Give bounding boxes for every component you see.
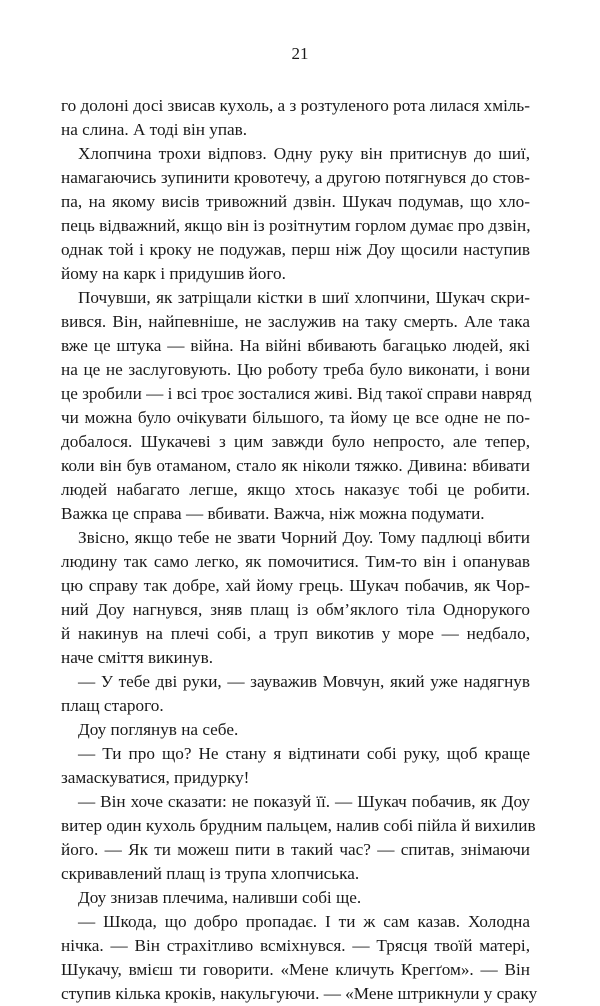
text-line: ний Доу нагнувся, зняв плащ із обм’яклого тіла Однорукого — [61, 600, 530, 619]
text-line: вився. Він, найпевніше, не заслужив на таку смерть. Але така — [61, 312, 530, 331]
text-line: його. — Як ти можеш пити в такий час? — спитав, знімаючи — [61, 840, 530, 859]
paragraph — [61, 910, 538, 1006]
text-line: людей набагато легше, якщо хтось наказує тобі це робити. — [61, 480, 530, 499]
body-text — [61, 94, 538, 1006]
text-line: цю справу так добре, хай йому грець. Шукач побачив, як Чор- — [61, 576, 530, 595]
text-line: — У тебе дві руки, — зауважив Мовчун, який уже надягнув — [78, 672, 530, 691]
paragraph — [61, 526, 530, 670]
text-line: плащ старого. — [61, 696, 164, 715]
text-line: — Шкода, що добро пропадає. І ти ж сам казав. Холодна — [78, 912, 530, 931]
paragraph — [61, 670, 530, 718]
text-line: скривавлений плащ із трупа хлопчиська. — [61, 864, 360, 883]
text-line: Шукачу, вмієш ти говорити. «Мене кличуть Крегґом». — Він — [61, 960, 530, 979]
text-line: витер один кухоль брудним пальцем, налив собі пійла й вихилив — [61, 816, 536, 835]
text-line: це зробили — і всі троє зосталися живі. Від такої справи навряд — [61, 384, 532, 403]
text-line: й накинув на плечі собі, а труп викотив у море — недбало, — [61, 624, 530, 643]
text-line: — Ти про що? Не стану я відтинати собі руку, щоб краще — [78, 744, 530, 763]
paragraph — [61, 286, 530, 526]
text-line: вже це штука — війна. На війні вбивають багацько людей, які — [61, 336, 530, 355]
text-line: Звісно, якщо тебе не звати Чорний Доу. Тому падлюці вбити — [78, 528, 530, 547]
text-line: пець відважний, якщо він із розітнутим горлом думає про дзвін, — [61, 216, 531, 235]
text-line: — Він хоче сказати: не показуй її. — Шукач побачив, як Доу — [78, 792, 530, 811]
text-line: наче сміття викинув. — [61, 648, 214, 667]
text-line: го долоні досі звисав кухоль, а з розтуленого рота лилася хміль- — [61, 96, 530, 115]
text-line: чи можна було очікувати більшого, та йому це все одне не по- — [61, 408, 530, 427]
text-line: на це не заслуговують. Цю роботу треба було виконати, і вони — [61, 360, 530, 379]
text-line: Важка це справа — вбивати. Важча, ніж можна подумати. — [61, 504, 485, 523]
paragraph — [61, 142, 530, 286]
text-line: ступив кілька кроків, накульгуючи. — «Мене штрикнули у сраку — [61, 984, 538, 1003]
page-number: 21 — [291, 44, 309, 63]
text-line: Доу знизав плечима, наливши собі ще. — [78, 888, 362, 907]
paragraph — [61, 94, 530, 142]
text-line: на слина. А тоді він упав. — [61, 120, 248, 139]
text-line: Доу поглянув на себе. — [78, 720, 239, 739]
text-line: Хлопчина трохи відповз. Одну руку він притиснув до шиї, — [78, 144, 530, 163]
text-line: коли він був отаманом, стало як ніколи тяжко. Дивина: вбивати — [61, 456, 530, 475]
paragraph — [61, 886, 530, 910]
text-line: однак той і кроку не подужав, перш ніж Доу щосили наступив — [61, 240, 530, 259]
text-line: па, на якому висів тривожний дзвін. Шукач подумав, що хло- — [61, 192, 530, 211]
text-line: добалося. Шукачеві з цим завжди було непросто, але тепер, — [61, 432, 530, 451]
text-line: людину так само легко, як помочитися. Тим-то він і опанував — [61, 552, 530, 571]
paragraph — [61, 742, 530, 790]
text-line: Почувши, як затріщали кістки в шиї хлопчини, Шукач скри- — [78, 288, 530, 307]
paragraph — [61, 790, 536, 886]
text-line: намагаючись зупинити кровотечу, а другою потягнувся до стов- — [61, 168, 530, 187]
text-line: нічка. — Він страхітливо всміхнувся. — Трясця твоїй матері, — [61, 936, 530, 955]
text-line: йому на карк і придушив його. — [61, 264, 286, 283]
text-line: замаскуватися, придурку! — [61, 768, 250, 787]
paragraph — [61, 718, 530, 742]
